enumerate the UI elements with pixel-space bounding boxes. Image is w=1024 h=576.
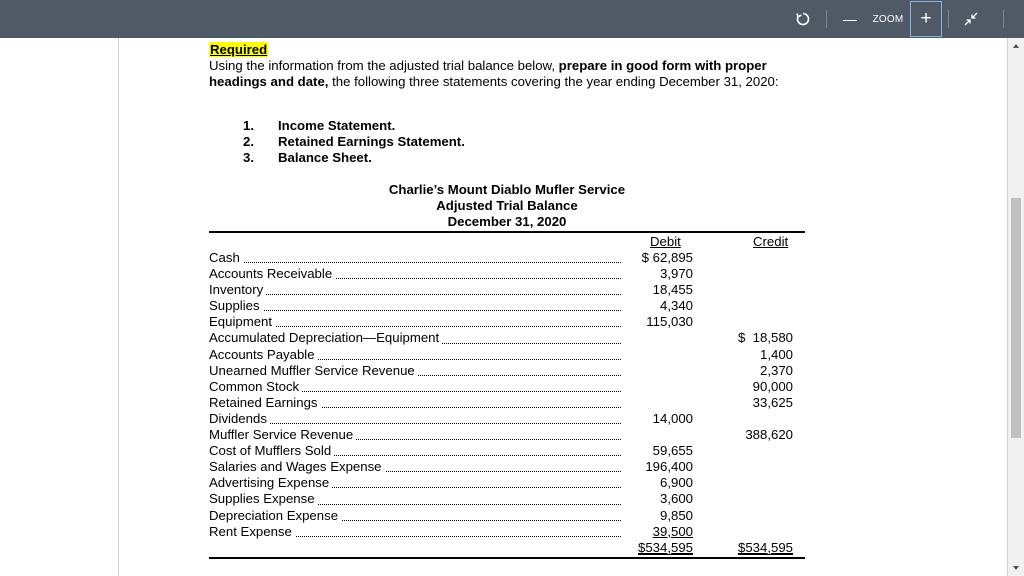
debit-cell: [621, 266, 693, 282]
debit-cell: [621, 363, 693, 379]
account-name: Cost of Mufflers Sold: [209, 443, 334, 458]
refresh-icon: [795, 11, 811, 27]
debit-cell: [621, 282, 693, 298]
debit-value: 14,000: [652, 410, 693, 426]
leader-dots: [209, 262, 621, 263]
debit-value: 196,400: [645, 459, 693, 475]
list-item: [243, 150, 465, 166]
table-row: [209, 347, 805, 363]
credit-cell: [693, 379, 793, 395]
table-row: [209, 363, 805, 379]
table-row: [209, 282, 805, 298]
account-name: Accumulated Depreciation—Equipment: [209, 330, 442, 345]
total-credit-cell: [693, 540, 793, 556]
account-cell: [209, 411, 621, 427]
credit-cell: [693, 298, 793, 314]
table-row: [209, 491, 805, 507]
credit-cell: [693, 491, 793, 507]
credit-cell: [693, 475, 793, 491]
zoom-out-button[interactable]: —: [843, 11, 857, 27]
debit-value: 18,455: [652, 282, 693, 298]
credit-cell: [693, 411, 793, 427]
debit-cell: [621, 475, 693, 491]
toolbar-separator: [826, 10, 827, 28]
table-row: [209, 250, 805, 266]
leader-dots: [209, 310, 621, 311]
table-row: [209, 411, 805, 427]
intro-text-1: Using the information from the adjusted trial balance below,: [209, 58, 559, 73]
account-cell: [209, 508, 621, 524]
table-row: [209, 475, 805, 491]
credit-header: Credit: [753, 234, 789, 249]
list-item: [243, 134, 465, 150]
scroll-down-icon[interactable]: [1013, 566, 1019, 570]
debit-cell: [621, 314, 693, 330]
totals-label-cell: [209, 540, 621, 556]
account-name: Accounts Receivable: [209, 266, 335, 281]
credit-value: 388,620: [745, 427, 793, 443]
account-name: Retained Earnings: [209, 395, 321, 410]
debit-value: 3,970: [659, 266, 693, 282]
credit-cell: [693, 363, 793, 379]
table-row: [209, 314, 805, 330]
debit-cell: [621, 411, 693, 427]
leader-dots: [209, 423, 621, 424]
account-name: Common Stock: [209, 379, 302, 394]
list-number: 1.: [243, 118, 254, 133]
debit-value: 115,030: [646, 314, 693, 330]
table-row: [209, 459, 805, 475]
vertical-scrollbar[interactable]: [1008, 38, 1024, 576]
account-name: Unearned Muffler Service Revenue: [209, 363, 418, 378]
debit-cell: [621, 347, 693, 363]
company-title: Charlie’s Mount Diablo Mufler Service: [388, 182, 626, 197]
viewer-toolbar: [0, 0, 1024, 38]
account-cell: [209, 282, 621, 298]
debit-cell: [621, 298, 693, 314]
account-cell: [209, 443, 621, 459]
account-cell: [209, 298, 621, 314]
table-row: [209, 379, 805, 395]
debit-value: 4,340: [659, 298, 693, 314]
credit-cell: [693, 508, 793, 524]
account-name: Equipment: [209, 314, 275, 329]
account-cell: [209, 330, 621, 346]
debit-cell: [621, 459, 693, 475]
scroll-up-icon[interactable]: [1013, 44, 1019, 48]
credit-cell: [693, 524, 793, 540]
account-name: Depreciation Expense: [209, 508, 341, 523]
account-cell: [209, 524, 621, 540]
account-cell: [209, 395, 621, 411]
toolbar-separator: [948, 10, 949, 28]
account-name: Supplies: [209, 298, 263, 313]
table-bottom-rule: [209, 557, 805, 559]
credit-cell: [693, 395, 793, 411]
debit-cell: [621, 379, 693, 395]
credit-cell: [693, 314, 793, 330]
total-credit: $534,595: [737, 539, 793, 555]
account-cell: [209, 379, 621, 395]
refresh-button[interactable]: [788, 0, 818, 38]
credit-value: 90,000: [752, 378, 793, 394]
list-item: [243, 118, 465, 134]
table-row: [209, 524, 805, 540]
leader-dots: [209, 294, 621, 295]
list-number: 2.: [243, 134, 254, 149]
table-row: [209, 395, 805, 411]
table-row: [209, 508, 805, 524]
account-name: Rent Expense: [209, 524, 295, 539]
account-name: Dividends: [209, 411, 270, 426]
credit-cell: [693, 330, 793, 346]
list-text: Balance Sheet.: [278, 150, 372, 165]
credit-cell: [693, 347, 793, 363]
report-date: December 31, 2020: [447, 214, 567, 229]
credit-value: 2,370: [759, 362, 793, 378]
account-name: Supplies Expense: [209, 491, 318, 506]
account-name: Accounts Payable: [209, 347, 318, 362]
credit-value: $ 18,580: [738, 330, 793, 346]
zoom-label: ZOOM: [872, 13, 904, 25]
debit-value: 3,600: [659, 491, 693, 507]
list-number: 3.: [243, 150, 254, 165]
toolbar-separator: [1003, 10, 1004, 28]
intro-text-2: the following three statements covering the year ending December 31, 2020:: [328, 74, 779, 89]
account-name: Muffler Service Revenue: [209, 427, 356, 442]
debit-cell: [621, 443, 693, 459]
credit-cell: [693, 250, 793, 266]
table-row: [209, 330, 805, 346]
scroll-thumb[interactable]: [1011, 198, 1021, 438]
table-top-rule: [209, 231, 805, 233]
account-cell: [209, 347, 621, 363]
intro-bold-text: prepare in good form with proper headings and date,: [209, 58, 767, 89]
arrows-in-icon: [964, 12, 978, 26]
fit-button[interactable]: [956, 0, 986, 38]
debit-header: Debit: [650, 234, 681, 249]
total-debit-cell: [621, 540, 693, 556]
credit-cell: [693, 459, 793, 475]
trial-balance-table: [209, 250, 805, 556]
zoom-in-button[interactable]: +: [910, 1, 942, 37]
credit-cell: [693, 427, 793, 443]
account-cell: [209, 475, 621, 491]
account-cell: [209, 427, 621, 443]
credit-value: 33,625: [752, 394, 793, 410]
debit-value: 39,500: [652, 523, 693, 539]
instructions-text: [209, 58, 809, 90]
table-row: [209, 427, 805, 443]
account-cell: [209, 266, 621, 282]
debit-value: 59,655: [652, 443, 693, 459]
account-name: Inventory: [209, 282, 266, 297]
table-row: [209, 266, 805, 282]
table-row: [209, 298, 805, 314]
account-cell: [209, 250, 621, 266]
credit-value: 1,400: [759, 346, 793, 362]
totals-row: [209, 540, 805, 556]
list-text: Income Statement.: [278, 118, 396, 133]
debit-cell: [621, 250, 693, 266]
report-title: Adjusted Trial Balance: [436, 198, 578, 213]
debit-cell: [621, 508, 693, 524]
credit-cell: [693, 266, 793, 282]
debit-cell: [621, 395, 693, 411]
account-cell: [209, 363, 621, 379]
document-page: [118, 38, 1008, 576]
credit-cell: [693, 443, 793, 459]
debit-cell: [621, 491, 693, 507]
debit-value: 6,900: [659, 475, 693, 491]
table-row: [209, 443, 805, 459]
account-cell: [209, 491, 621, 507]
required-heading: Required: [210, 42, 268, 57]
debit-cell: [621, 330, 693, 346]
credit-cell: [693, 282, 793, 298]
total-debit: $534,595: [637, 539, 693, 555]
debit-value: $ 62,895: [641, 250, 693, 265]
account-name: Cash: [209, 250, 243, 265]
account-name: Salaries and Wages Expense: [209, 459, 385, 474]
debit-cell: [621, 427, 693, 443]
debit-value: 9,850: [659, 507, 693, 523]
requirements-list: [243, 118, 465, 166]
debit-cell: [621, 524, 693, 540]
list-text: Retained Earnings Statement.: [278, 134, 465, 149]
account-name: Advertising Expense: [209, 475, 332, 490]
account-cell: [209, 314, 621, 330]
account-cell: [209, 459, 621, 475]
